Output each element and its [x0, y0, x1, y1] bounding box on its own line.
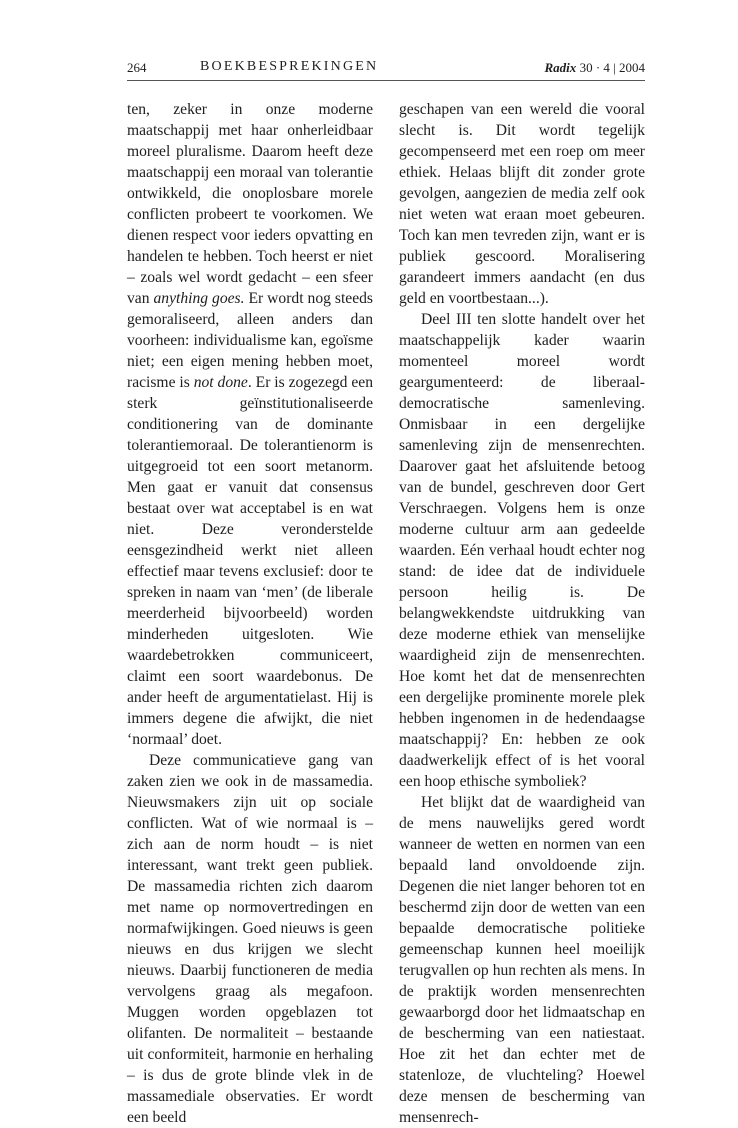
text-run: . Er is zogezegd een sterk geïnstitutionaliseerde conditionering van de dominante tolerantiemoraal. De tolerantienorm is uitgegroeid tot een soort metanorm. Men gaat er vanuit dat consensus bestaat over wat acceptabel is en wat niet. Deze veronderstelde eensgezindheid werkt niet alleen effectief maar tevens exclusief: door te spreken in naam van ‘men’ (de liberale meerderheid bijvoorbeeld) worden minderheden uitgesloten. Wie waardebetrokken communiceert, claimt een soort waardebonus. De ander heeft de argumentatielast. Hij is immers degene die afwijkt, die niet ‘normaal’ doet. — [127, 374, 374, 748]
italic-phrase: not done — [193, 374, 248, 391]
header-rule — [127, 80, 645, 81]
paragraph: Deze communicatieve gang van zaken zien we ook in de massamedia. Nieuwsmakers zijn uit op sociale conflicten. Wat of wie normaal is – zich aan de norm houdt – is niet interessant, want trekt geen publiek. De massamedia richten zich daarom met name op normovertredingen en normafwijkingen. Goed nieuws is geen nieuws en dus krijgen we slecht nieuws. Daarbij functioneren de media vervolgens graag als megafoon. Muggen worden opgeblazen tot olifanten. De normaliteit – bestaande uit conformiteit, harmonie en herhaling – is dus de grote blinde vlek in de massamediale observaties. Er wordt een beeld — [127, 752, 373, 1126]
italic-phrase: anything goes. — [153, 290, 245, 307]
right-column — [399, 99, 645, 1128]
journal-issue: 30 · 4 | 2004 — [579, 60, 645, 75]
paragraph: Deel III ten slotte handelt over het maatschappelijk kader waarin momenteel moreel wordt geargumenteerd: de liberaal-democratische samenleving. Onmisbaar in een dergelijke samenleving zijn de mensenrechten. Daarover gaat het afsluitende betoog van de bundel, geschreven door Gert Verschraegen. Volgens hem is onze moderne cultuur arm aan gedeelde waarden. Eén verhaal houdt echter nog stand: de idee dat de individuele persoon heilig is. De belangwekkendste uitdrukking van deze moderne ethiek van menselijke waardigheid zijn de mensenrechten. Hoe komt het dat de mensenrechten een dergelijke prominente morele plek hebben ingenomen in de hedendaagse maatschappij? En: hebben ze ook daadwerkelijk effect of is het vooral een hoop ethische symboliek? — [399, 311, 645, 790]
section-title: BOEKBESPREKINGEN — [200, 59, 379, 74]
journal-name: Radix — [544, 60, 577, 75]
paragraph: geschapen van een wereld die vooral slecht is. Dit wordt tegelijk gecompenseerd met een roep om meer ethiek. Helaas blijft dit zonder grote gevolgen, aangezien de media zelf ook niet weten wat eraan moet gebeuren. Toch kan men tevreden zijn, want er is publiek gescoord. Moralisering garandeert immers aandacht (en dus geld en voortbestaan...). — [399, 101, 645, 307]
paragraph: Het blijkt dat de waardigheid van de mens nauwelijks gered wordt wanneer de wetten en normen van een bepaald land onvoldoende zijn. Degenen die niet langer behoren tot en beschermd zijn door de wetten van een bepaalde democratische politieke gemeenschap kunnen heel moeilijk terugvallen op hun rechten als mens. In de praktijk worden mensenrechten gewaarborgd door het lidmaatschap en de bescherming van een natiestaat. Hoe zit het dan echter met de statenloze, de vluchteling? Hoewel deze mensen de bescherming van mensenrech- — [399, 794, 645, 1126]
text-run: Er wordt nog steeds gemoraliseerd, alleen anders dan voorheen: individualisme kan, egoïsme niet; een eigen mening hebben moet, racisme is — [127, 290, 373, 391]
running-head — [127, 59, 645, 81]
left-column — [127, 99, 373, 1128]
page-number: 264 — [127, 60, 147, 75]
paragraph — [127, 99, 373, 750]
journal-citation — [545, 60, 645, 76]
text-run: ten, zeker in onze moderne maatschappij met haar onherleidbaar moreel pluralisme. Daarom heeft deze maatschappij een moraal van tolerantie ontwikkeld, die onoplosbare morele conflicten probeert te voorkomen. We dienen respect voor ieders opvatting en handelen te hebben. Toch heerst er niet – zoals wel wordt gedacht – een sfeer van — [127, 101, 373, 307]
